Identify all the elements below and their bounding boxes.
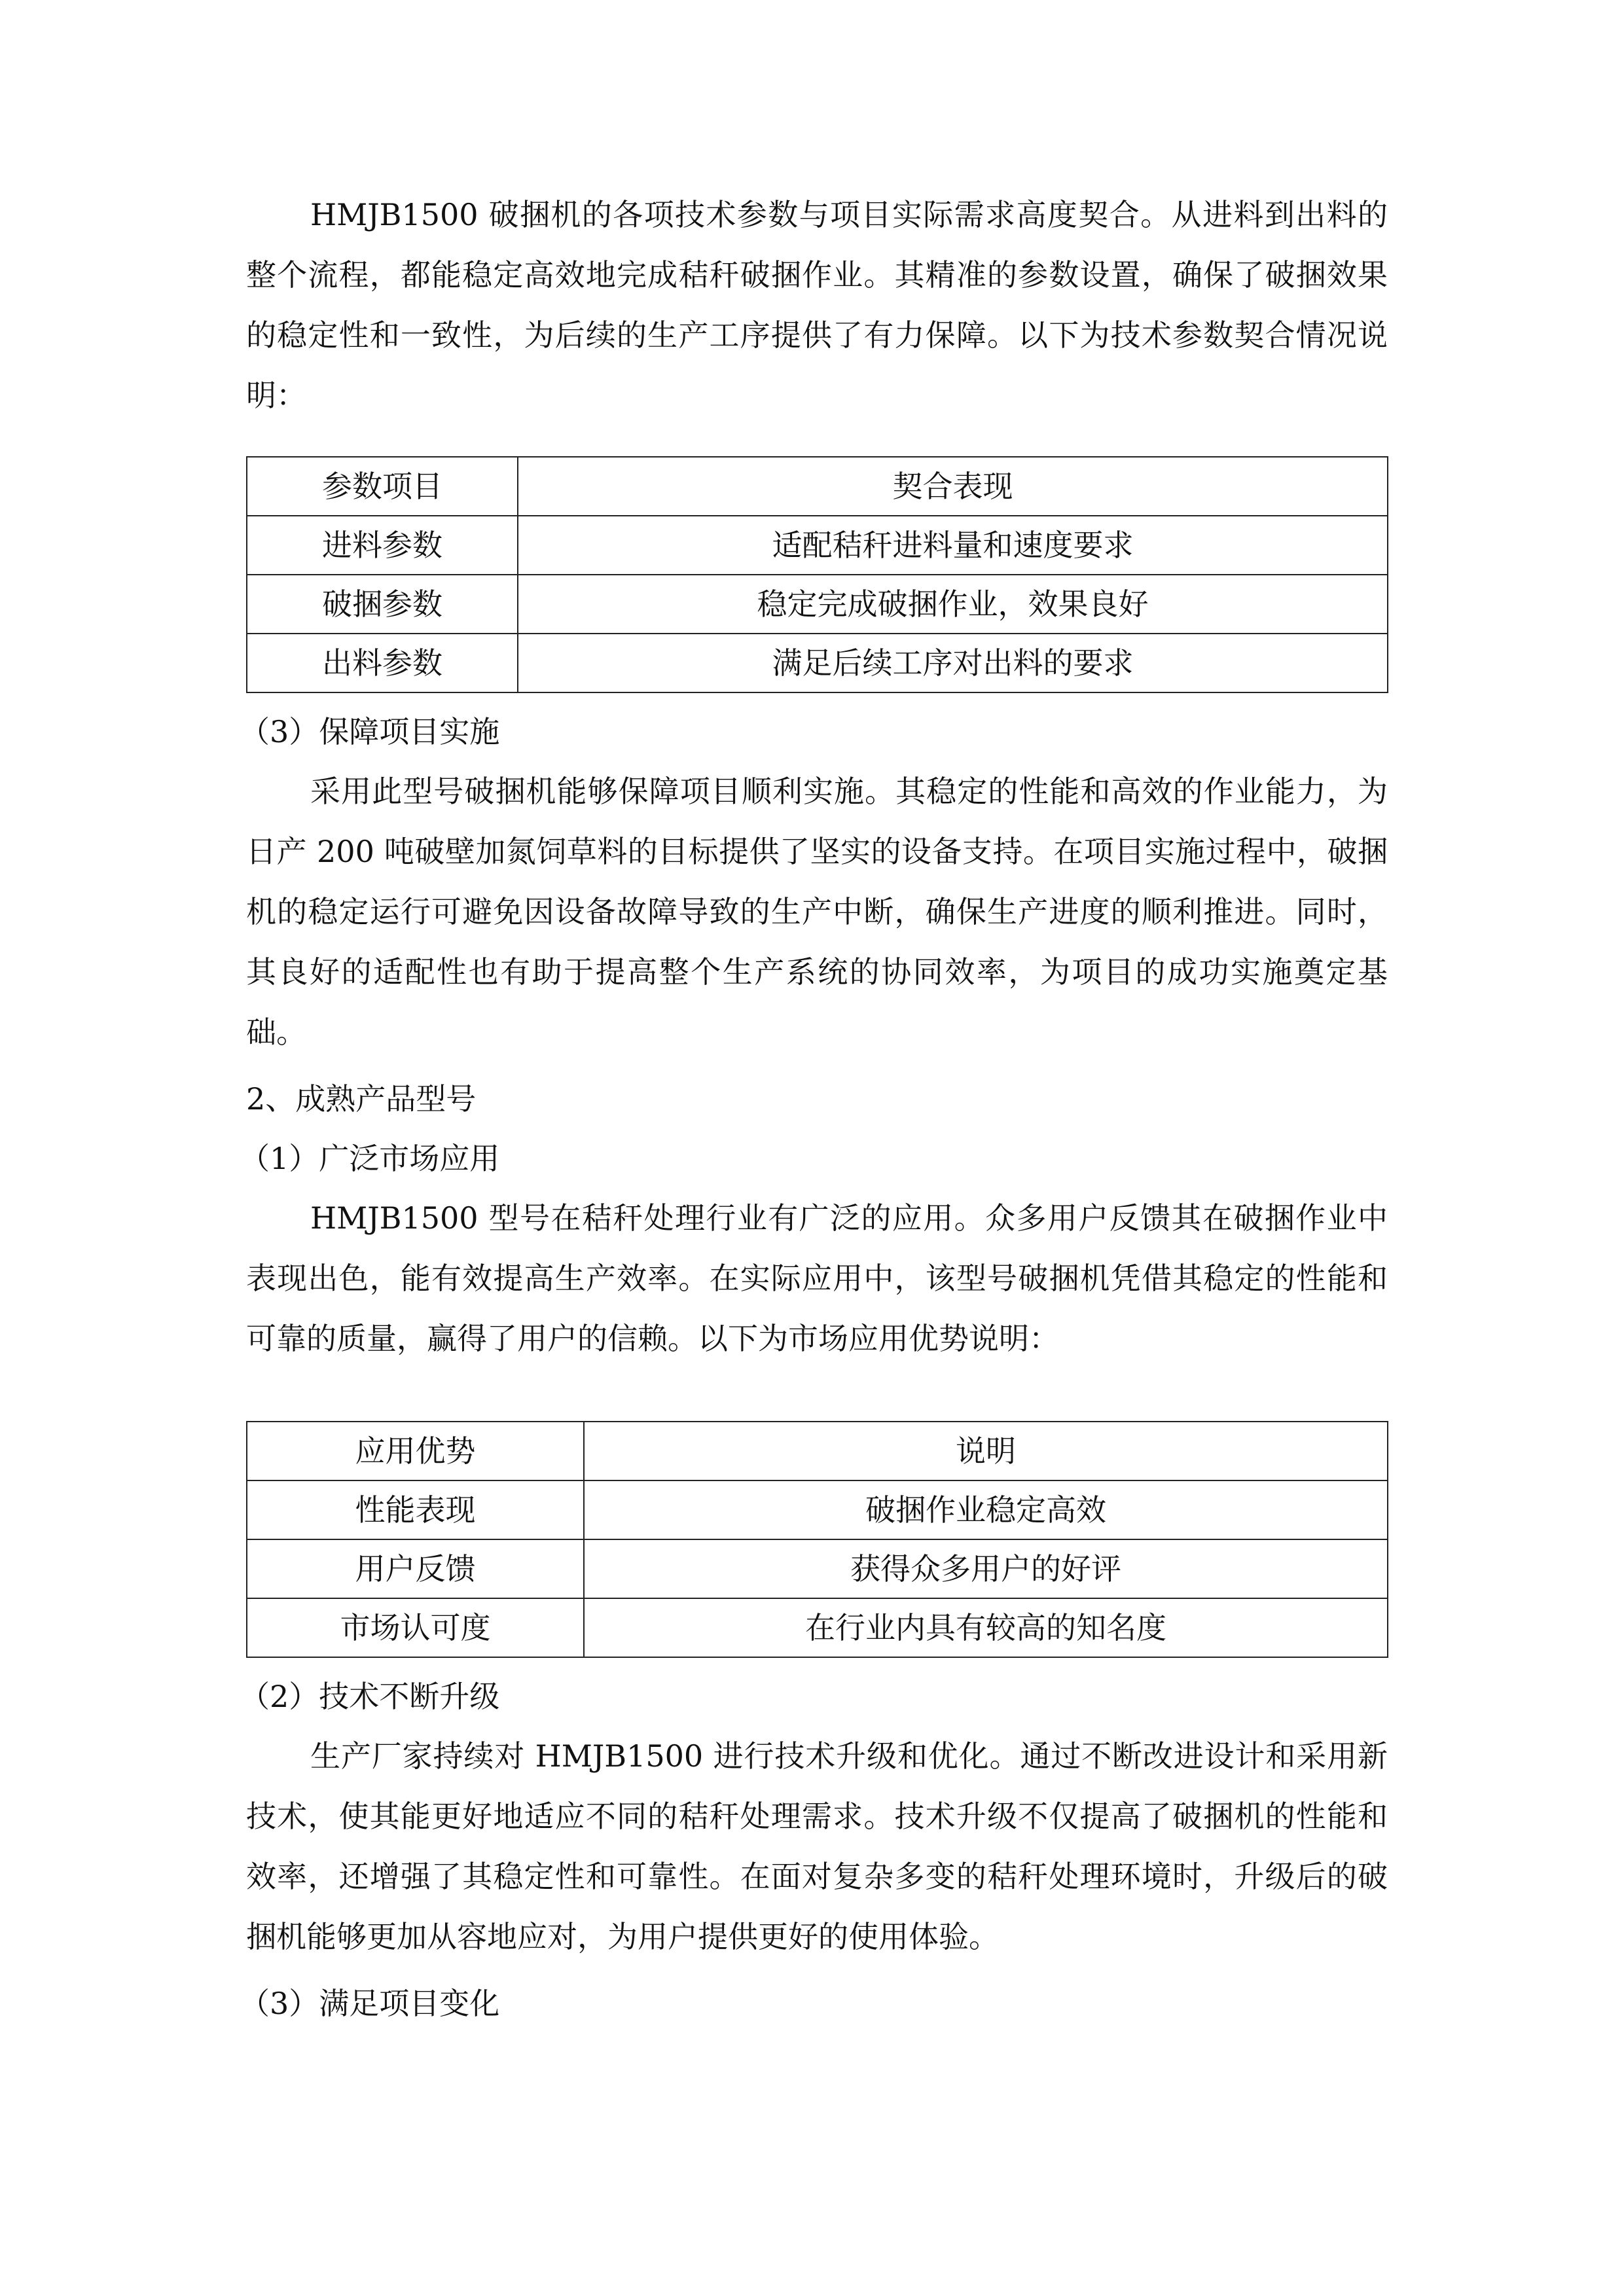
table-row	[247, 516, 1388, 575]
table-cell: 破捆参数	[247, 575, 518, 634]
table-cell: 用户反馈	[247, 1539, 584, 1598]
table-cell: 出料参数	[247, 634, 518, 692]
table-header-row	[247, 1422, 1388, 1480]
section-heading: （3）满足项目变化	[240, 1986, 500, 2021]
table-row	[247, 1598, 1388, 1657]
table-cell: 稳定完成破捆作业，效果良好	[518, 575, 1388, 634]
table-header-cell: 说明	[584, 1422, 1388, 1480]
table-market-advantages	[246, 1421, 1388, 1658]
paragraph-project-implementation: 采用此型号破捆机能够保障项目顺利实施。其稳定的性能和高效的作业能力，为日产 200 吨破壁加氮饲草料的目标提供了坚实的设备支持。在项目实施过程中，破捆机的稳定运行可避免因设备故障导致的生产中断，确保生产进度的顺利推进。同时，其良好的适配性也有助于提高整个生产系统的协同效率，为项目的成功实施奠定基础。	[246, 774, 1388, 1050]
table-row	[247, 1539, 1388, 1598]
table-cell: 性能表现	[247, 1480, 584, 1539]
section-heading: 2、成熟产品型号	[246, 1081, 477, 1117]
table-header-cell: 契合表现	[518, 457, 1388, 516]
table-cell: 进料参数	[247, 516, 518, 575]
table-row	[247, 634, 1388, 692]
table-cell: 市场认可度	[247, 1598, 584, 1657]
table-row	[247, 1480, 1388, 1539]
table-row	[247, 575, 1388, 634]
table-header-row	[247, 457, 1388, 516]
paragraph-technical-upgrade: 生产厂家持续对 HMJB1500 进行技术升级和优化。通过不断改进设计和采用新技术，使其能更好地适应不同的秸秆处理需求。技术升级不仅提高了破捆机的性能和效率，还增强了其稳定性和可靠性。在面对复杂多变的秸秆处理环境时，升级后的破捆机能够更加从容地应对，为用户提供更好的使用体验。	[246, 1738, 1388, 1954]
paragraph-market-application: HMJB1500 型号在秸秆处理行业有广泛的应用。众多用户反馈其在破捆作业中表现出色，能有效提高生产效率。在实际应用中，该型号破捆机凭借其稳定的性能和可靠的质量，赢得了用户的信赖。以下为市场应用优势说明：	[246, 1200, 1388, 1356]
table-header-cell: 应用优势	[247, 1422, 584, 1480]
table-cell: 适配秸秆进料量和速度要求	[518, 516, 1388, 575]
table-cell: 获得众多用户的好评	[584, 1539, 1388, 1598]
table-cell: 在行业内具有较高的知名度	[584, 1598, 1388, 1657]
section-heading: （3）保障项目实施	[240, 714, 500, 749]
section-heading: （2）技术不断升级	[240, 1679, 500, 1714]
section-heading: （1）广泛市场应用	[240, 1141, 500, 1176]
table-cell: 破捆作业稳定高效	[584, 1480, 1388, 1539]
table-header-cell: 参数项目	[247, 457, 518, 516]
paragraph-technical-fit: HMJB1500 破捆机的各项技术参数与项目实际需求高度契合。从进料到出料的整个流程，都能稳定高效地完成秸秆破捆作业。其精准的参数设置，确保了破捆效果的稳定性和一致性，为后续的生产工序提供了有力保障。以下为技术参数契合情况说明：	[246, 197, 1388, 413]
table-parameter-fit	[246, 456, 1388, 693]
table-cell: 满足后续工序对出料的要求	[518, 634, 1388, 692]
